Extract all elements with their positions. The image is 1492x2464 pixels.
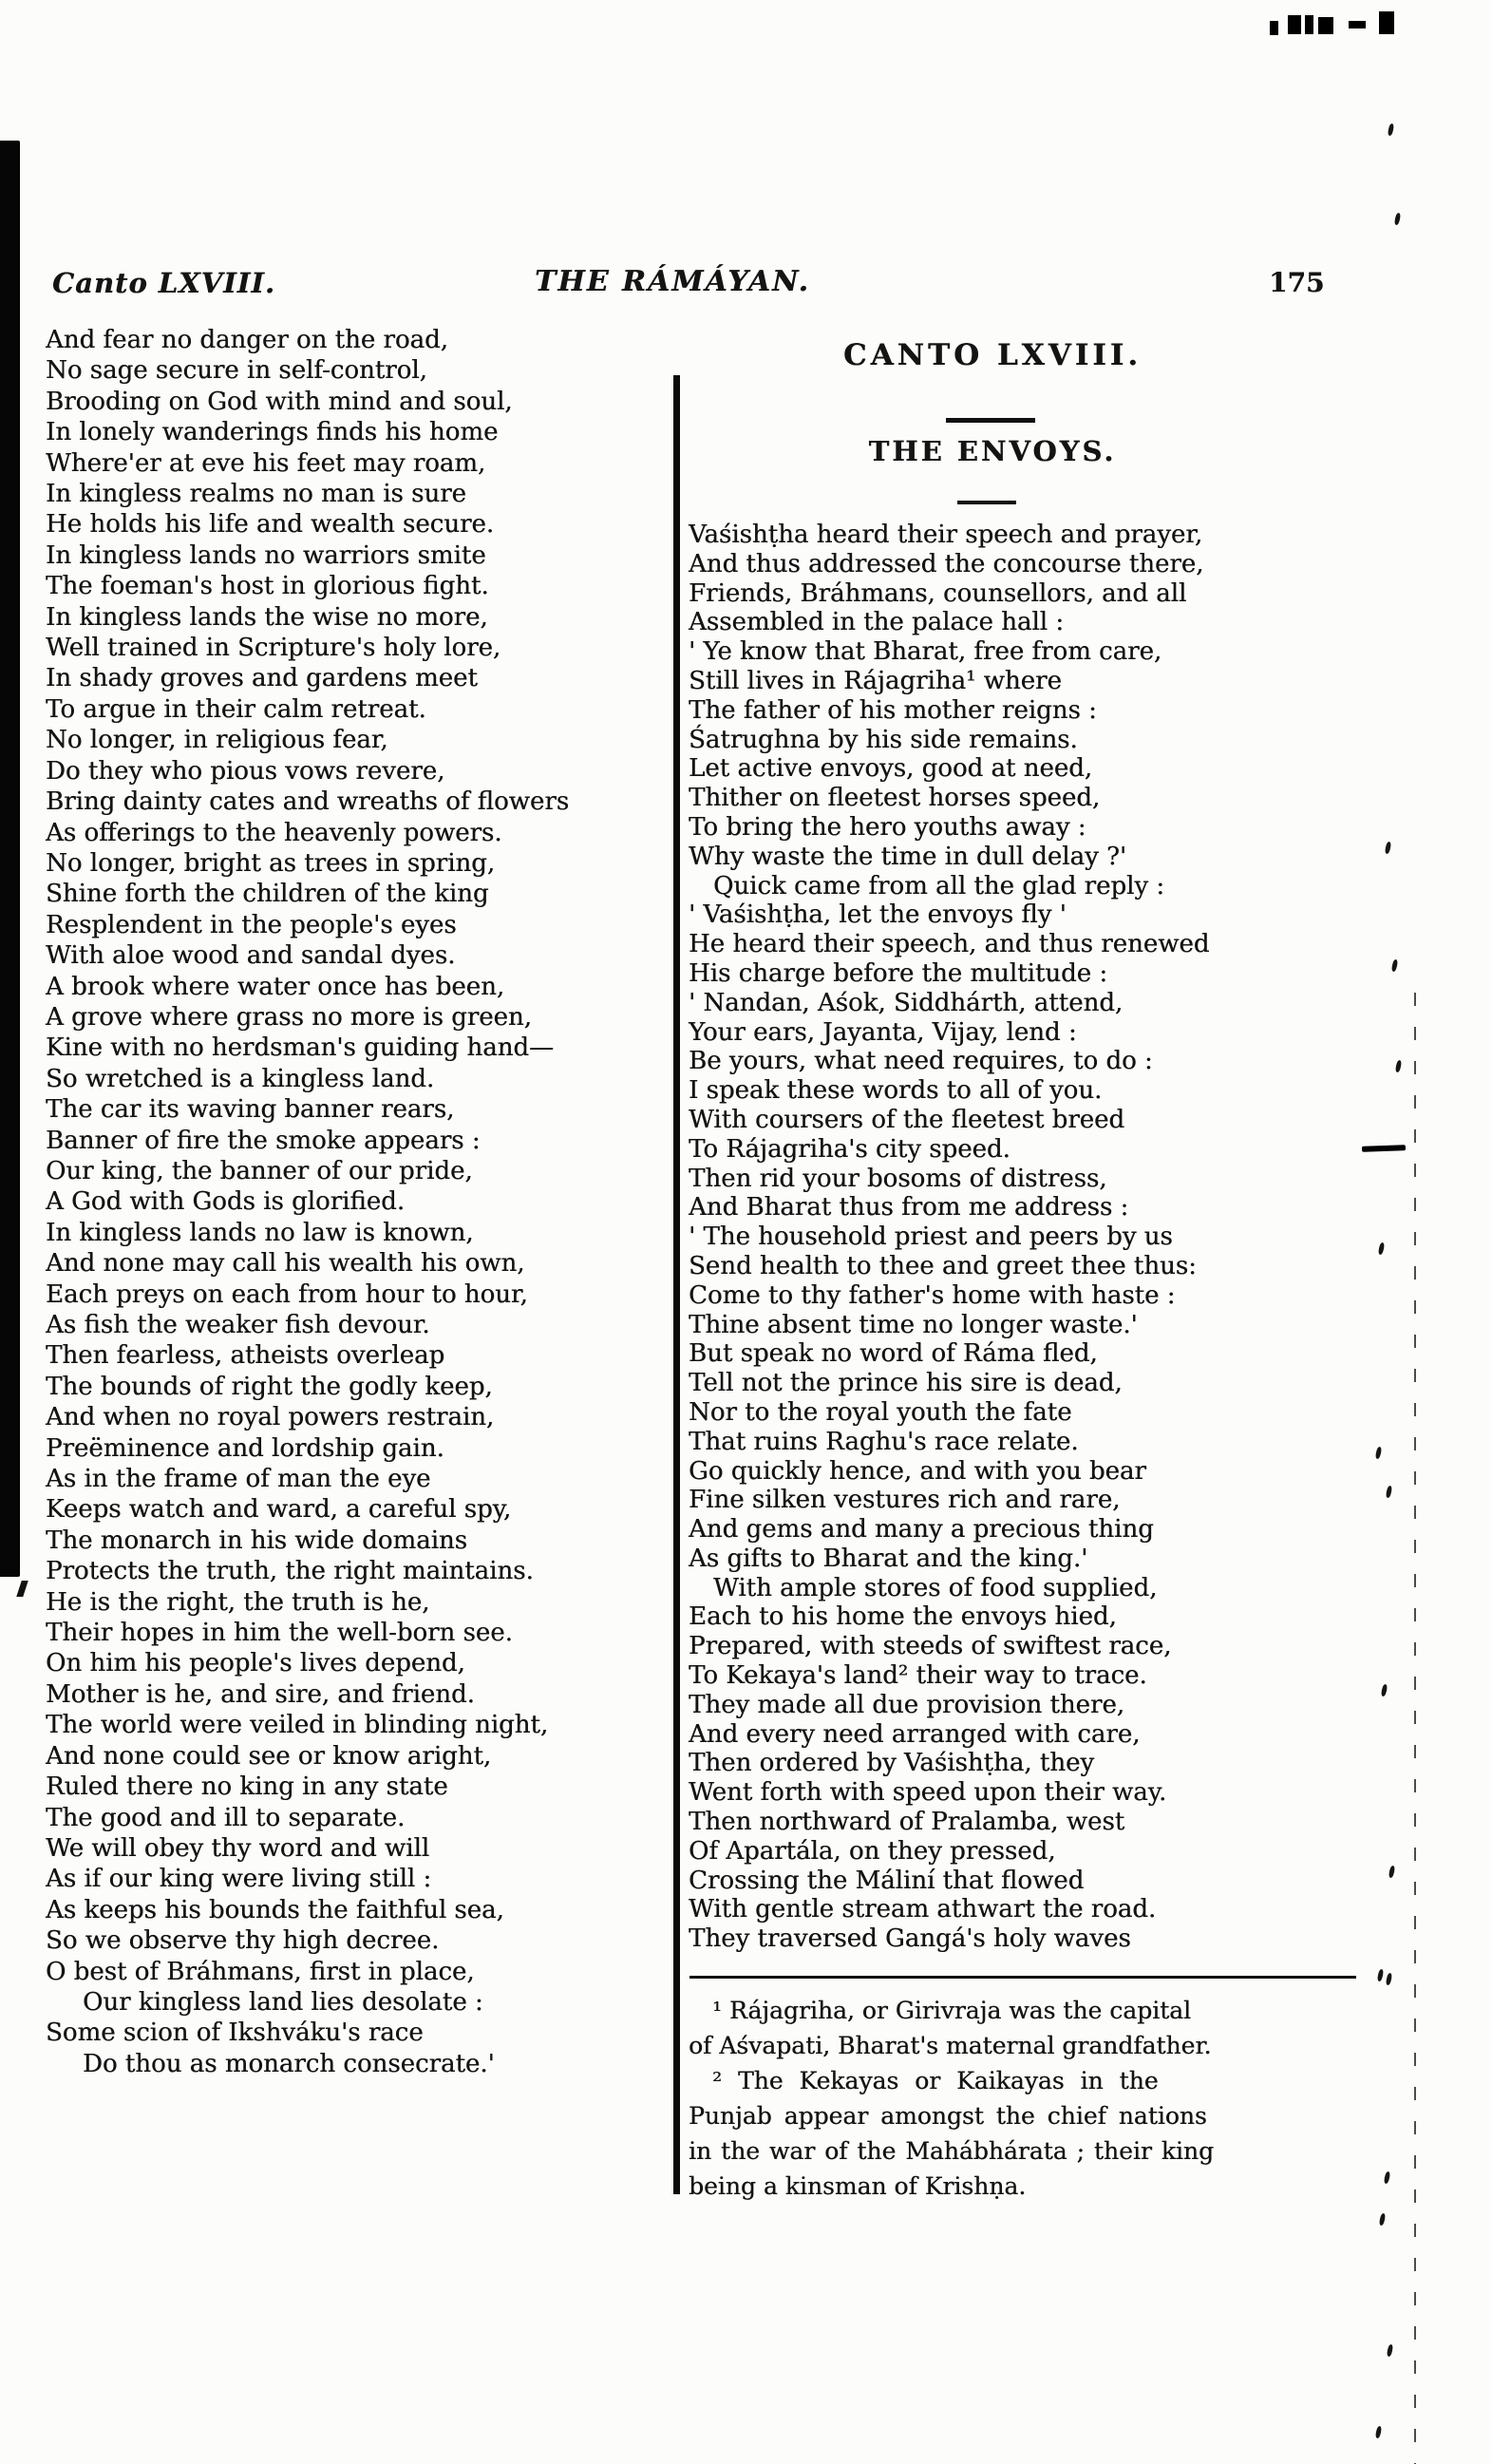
verse-line: A brook where water once has been, [46,972,505,1001]
scan-artifact-top-right [1379,11,1394,34]
footnote-line: being a kinsman of Krishṇa. [689,2172,1027,2200]
verse-line: And when no royal powers restrain, [46,1403,495,1432]
footnote-line: in the war of the Mahábhárata ; their king [689,2137,1214,2165]
scan-artifact-top-right [1318,17,1333,34]
verse-line: The bounds of right the godly keep, [46,1372,493,1401]
verse-line: Do thou as monarch consecrate.' [46,2049,495,2078]
scan-speck [1381,1684,1388,1697]
footnote-line: ² The Kekayas or Kaikayas in the [689,2067,1159,2094]
verse-line: They made all due provision there, [689,1690,1125,1719]
left-column-verse [46,325,668,2079]
verse-line: With coursers of the fleetest breed [689,1105,1125,1134]
verse-line: He holds his life and wealth secure. [46,510,495,540]
verse-line: Kine with no herdsman's guiding hand— [46,1033,554,1063]
scan-speck [1386,1486,1393,1499]
scan-dash-mark [1362,1145,1406,1152]
verse-line: He is the right, the truth is he, [46,1587,430,1617]
verse-line: And none could see or know aright, [46,1741,492,1771]
verse-line: Banner of fire the smoke appears : [46,1126,481,1155]
verse-line: The car its waving banner rears, [46,1095,455,1125]
scan-hairline [1414,993,1416,2464]
verse-line: Then northward of Pralamba, west [689,1808,1125,1837]
verse-line: Why waste the time in dull delay ?' [689,842,1127,871]
verse-line: Go quickly hence, and with you bear [689,1456,1146,1486]
verse-line: And none may call his wealth his own, [46,1249,525,1279]
verse-line: Tell not the prince his sire is dead, [689,1369,1123,1398]
verse-line: But speak no word of Ráma fled, [689,1339,1098,1369]
verse-line: Their hopes in him the well-born see. [46,1619,513,1648]
scan-speck [1394,213,1402,226]
verse-line: To Kekaya's land² their way to trace. [689,1661,1147,1691]
verse-line: The monarch in his wide domains [46,1526,468,1555]
scan-speck [16,1581,28,1597]
verse-line: Friends, Bráhmans, counsellors, and all [689,578,1187,608]
verse-line: With gentle stream athwart the road. [689,1895,1157,1924]
scan-speck [1385,842,1392,855]
verse-line: Assembled in the palace hall : [689,608,1065,637]
scan-artifact-top-right [1270,21,1278,35]
verse-line: Preëminence and lordship gain. [46,1433,444,1463]
verse-line: Of Apartála, on they pressed, [689,1836,1056,1866]
column-divider-rule [673,375,680,2194]
verse-line: ' The household priest and peers by us [689,1223,1173,1252]
verse-line: To bring the hero youths away : [689,812,1086,842]
verse-line: With aloe wood and sandal dyes. [46,941,456,971]
verse-line: Resplendent in the people's eyes [46,910,457,939]
verse-line: As gifts to Bharat and the king.' [689,1544,1088,1573]
verse-line: As keeps his bounds the faithful sea, [46,1895,504,1924]
verse-line: Let active envoys, good at need, [689,754,1093,784]
verse-line: The foeman's host in glorious fight. [46,572,489,601]
verse-line: Your ears, Jayanta, Vijay, lend : [689,1017,1077,1047]
verse-line: In kingless lands no warriors smite [46,540,486,570]
verse-line: As in the frame of man the eye [46,1465,431,1494]
verse-line: Send health to thee and greet thee thus: [689,1251,1197,1280]
scan-artifact-top-right [1288,15,1301,34]
verse-line: That ruins Raghu's race relate. [689,1427,1079,1456]
verse-line: As offerings to the heavenly powers. [46,818,502,847]
verse-line: ' Ye know that Bharat, free from care, [689,637,1162,667]
verse-line: As fish the weaker fish devour. [46,1311,430,1339]
verse-line: Well trained in Scripture's holy lore, [46,634,501,663]
verse-line: As if our king were living still : [46,1865,432,1894]
scan-speck [1388,123,1395,137]
scan-speck [1379,2213,1387,2227]
verse-line: Shine forth the children of the king [46,880,489,909]
verse-line: Thine absent time no longer waste.' [689,1310,1138,1339]
scan-speck [1391,959,1399,973]
verse-line: Went forth with speed upon their way. [689,1778,1167,1808]
verse-line: And thus addressed the concourse there, [689,549,1204,578]
verse-line: Some scion of Ikshváku's race [46,2019,424,2048]
verse-line: Fine silken vestures rich and rare, [689,1486,1121,1515]
verse-line: Do they who pious vows revere, [46,756,445,786]
verse-line: Mother is he, and sire, and friend. [46,1679,475,1709]
verse-line: Bring dainty cates and wreaths of flowers [46,787,570,817]
verse-line: In kingless lands no law is known, [46,1218,474,1247]
page-number: 175 [1269,267,1325,298]
chapter-title: THE ENVOYS. [868,435,1117,467]
verse-line: And fear no danger on the road, [46,326,448,354]
verse-line: Then rid your bosoms of distress, [689,1164,1107,1193]
verse-line: Protects the truth, the right maintains. [46,1557,534,1586]
verse-line: Then fearless, atheists overleap [46,1341,445,1371]
running-header-canto: Canto LXVIII. [52,267,275,299]
scan-speck [1378,1242,1386,1256]
verse-line: I speak these words to all of you. [689,1076,1103,1106]
verse-line: Where'er at eve his feet may roam, [46,448,486,478]
verse-line: In kingless lands the wise no more, [46,602,488,632]
scan-artifact-top-right [1305,15,1313,34]
verse-line: In kingless realms no man is sure [46,480,466,509]
footnote-line: ¹ Rájagriha, or Girivraja was the capital [689,1997,1192,2024]
scan-artifact-top-right [1349,21,1366,28]
verse-line: In shady groves and gardens meet [46,664,478,693]
verse-line: The world were veiled in blinding night, [46,1711,549,1740]
verse-line: No sage secure in self-control, [46,356,427,386]
verse-line: They traversed Gangá's holy waves [689,1924,1131,1954]
heading-rule [946,418,1035,423]
verse-line: His charge before the multitude : [689,958,1108,988]
verse-line: O best of Bráhmans, first in place, [46,1957,475,1986]
scan-speck [1375,2426,1383,2439]
verse-line: And Bharat thus from me address : [689,1193,1129,1223]
scan-speck [1386,1973,1393,1986]
verse-line: The good and ill to separate. [46,1803,406,1832]
verse-line: Nor to the royal youth the fate [689,1397,1072,1427]
verse-line: Each to his home the envoys hied, [689,1602,1117,1632]
verse-line: Prepared, with steeds of swiftest race, [689,1632,1172,1661]
verse-line: Crossing the Máliní that flowed [689,1866,1085,1895]
verse-line: No longer, in religious fear, [46,726,388,755]
verse-line: In lonely wanderings finds his home [46,418,499,447]
verse-line: Quick came from all the glad reply : [689,871,1165,900]
verse-line: And every need arranged with care, [689,1719,1141,1749]
verse-line: He heard their speech, and thus renewed [689,930,1210,959]
footnote-rule [689,1976,1356,1979]
verse-line: Keeps watch and ward, a careful spy, [46,1495,512,1525]
verse-line: Ruled there no king in any state [46,1772,448,1802]
verse-line: With ample stores of food supplied, [689,1573,1158,1602]
scan-speck [1388,1866,1396,1879]
verse-line: Brooding on God with mind and soul, [46,387,513,416]
verse-line: Each preys on each from hour to hour, [46,1279,528,1309]
scan-edge-bar [0,141,20,1577]
verse-line: A grove where grass no more is green, [46,1002,532,1032]
verse-line: Our king, the banner of our pride, [46,1156,473,1185]
verse-line: The father of his mother reigns : [689,695,1097,725]
verse-line: No longer, bright as trees in spring, [46,848,496,878]
verse-line: We will obey thy word and will [46,1833,430,1863]
verse-line: Vaśishṭha heard their speech and prayer, [689,521,1203,549]
scan-speck [1375,1447,1383,1460]
canto-heading: CANTO LXVIII. [842,338,1143,372]
footnotes [689,1993,1368,2204]
scan-speck [1395,1060,1403,1073]
verse-line: Then ordered by Vaśishṭha, they [689,1749,1095,1778]
scan-speck [1384,2171,1391,2185]
verse-line: Be yours, what need requires, to do : [689,1047,1153,1076]
verse-line: Śatrughna by his side remains. [689,725,1078,754]
verse-line: Still lives in Rájagriha¹ where [689,666,1062,695]
right-column-verse [689,521,1358,1954]
footnote-line: of Aśvapati, Bharat's maternal grandfather. [689,2032,1212,2059]
verse-line: So we observe thy high decree. [46,1926,440,1956]
verse-line: A God with Gods is glorified. [46,1187,405,1217]
verse-line: ' Vaśishṭha, let the envoys fly ' [689,900,1067,930]
verse-line: So wretched is a kingless land. [46,1064,435,1093]
title-rule [957,501,1016,504]
verse-line: Come to thy father's home with haste : [689,1280,1176,1310]
scan-speck [1377,1969,1385,1982]
verse-line: Thither on fleetest horses speed, [689,784,1101,813]
verse-line: ' Nandan, Aśok, Siddhárth, attend, [689,988,1124,1017]
verse-line: Our kingless land lies desolate : [46,1987,483,2017]
scan-speck [1387,2344,1394,2358]
verse-line: To Rájagriha's city speed. [689,1134,1010,1164]
verse-line: To argue in their calm retreat. [46,694,426,724]
verse-line: And gems and many a precious thing [689,1515,1154,1545]
verse-line: On him his people's lives depend, [46,1649,465,1678]
running-header-title: THE RÁMÁYAN. [535,265,810,298]
footnote-line: Punjab appear amongst the chief nations [689,2102,1207,2130]
